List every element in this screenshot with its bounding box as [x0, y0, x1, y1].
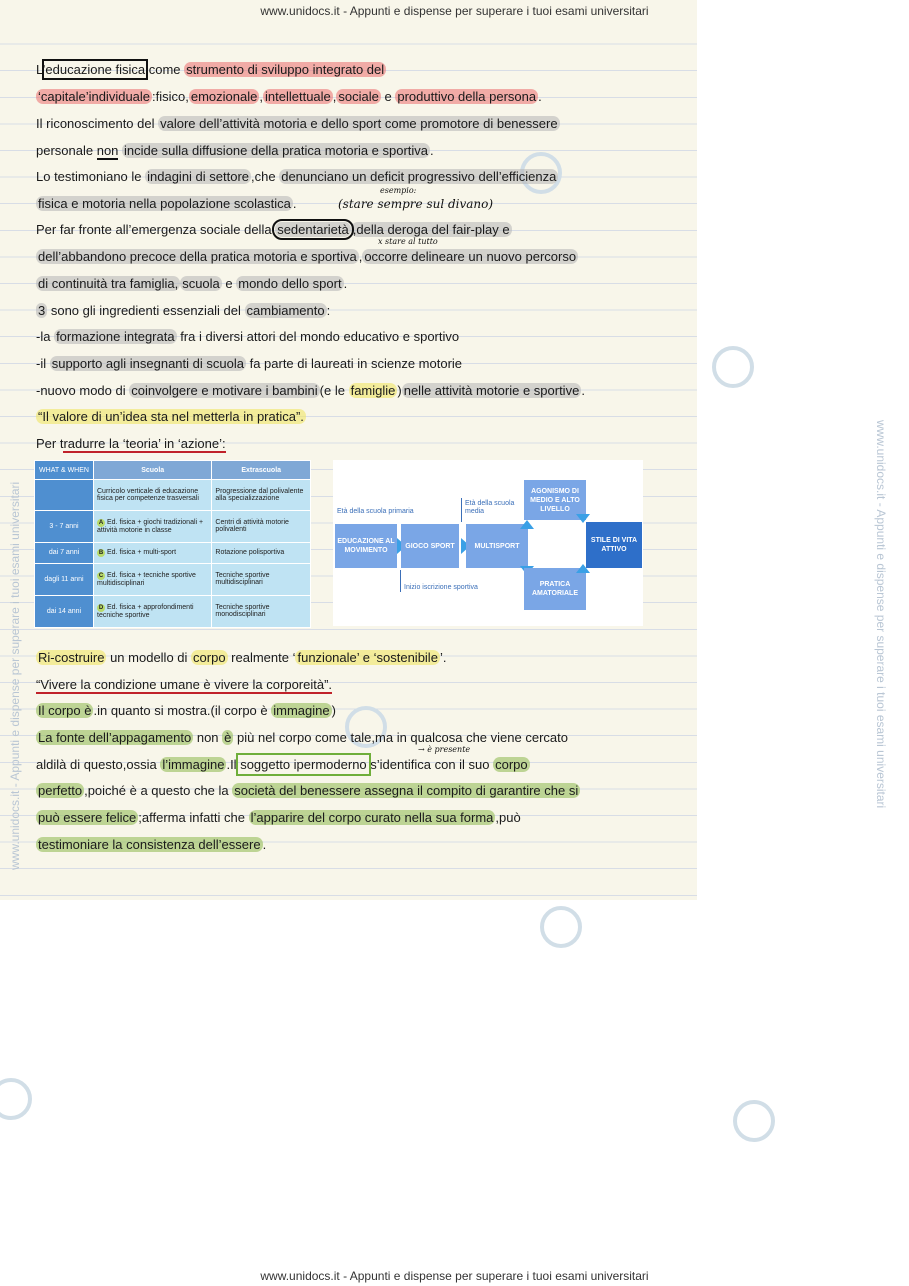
- text-line: Per far fronte all’emergenza sociale della sedentarietà ,della deroga del fair-play e: [36, 222, 510, 237]
- handwritten-note: → è presente: [418, 745, 471, 754]
- text-line: Ri-costruire un modello di corpo realmente ‘ funzionale’ e ‘sostenibile ’.: [38, 650, 447, 665]
- table-row: Curricolo verticale di educazione fisica per competenze trasversali Progressione dal polivalente alla specializzazione: [35, 480, 311, 511]
- box-pratica: PRATICA AMATORIALE: [524, 568, 586, 610]
- box-multisport: MULTISPORT: [466, 524, 528, 568]
- table-row: dai 14 anni D Ed. fisica + approfondimenti tecniche sportive Tecniche sportive monodisciplinari: [35, 595, 311, 627]
- text-line: ‘capitale’individuale :fisico, emozionale , intellettuale , sociale e produttivo della persona .: [38, 89, 542, 104]
- text-line: “Il valore di un’idea sta nel metterla in pratica”.: [38, 409, 304, 424]
- text-line: testimoniare la consistenza dell’essere .: [38, 837, 267, 852]
- table-header: Scuola: [94, 461, 212, 480]
- watermark-logo-icon: [0, 1078, 32, 1120]
- page-footer: www.unidocs.it - Appunti e dispense per superare i tuoi esami universitari: [260, 1269, 649, 1283]
- label-iscrizione: Inizio iscrizione sportiva: [404, 584, 478, 591]
- watermark-logo-icon: [712, 346, 754, 388]
- text-line: La fonte dell’appagamento non è più nel corpo come tale,ma in qualcosa che viene cercato: [38, 730, 568, 745]
- text-line: “Vivere la condizione umane è vivere la corporeità”.: [36, 677, 333, 692]
- label-primaria: Età della scuola primaria: [337, 508, 414, 515]
- box-agonismo: AGONISMO DI MEDIO E ALTO LIVELLO: [524, 480, 586, 520]
- text-line: fisica e motoria nella popolazione scolastica .: [38, 196, 297, 211]
- table-header: WHAT & WHEN: [35, 461, 94, 480]
- text-line: perfetto ,poiché è a questo che la società del benessere assegna il compito di garantire che si: [38, 783, 579, 798]
- text-line: 3 sono gli ingredienti essenziali del cambiamento :: [38, 303, 331, 318]
- handwritten-note: x stare al tutto: [378, 237, 438, 246]
- table-row: dai 7 anni B Ed. fisica + multi-sport Rotazione polisportiva: [35, 542, 311, 563]
- text-line: -il supporto agli insegnanti di scuola fa parte di laureati in scienze motorie: [36, 356, 463, 371]
- table-header: Extrascuola: [212, 461, 311, 480]
- sport-path-diagram: [333, 460, 643, 626]
- page-header: www.unidocs.it - Appunti e dispense per superare i tuoi esami universitari: [260, 4, 649, 18]
- box-educazione: EDUCAZIONE AL MOVIMENTO: [335, 524, 397, 568]
- text-line: Lo testimoniano le indagini di settore ,che denunciano un deficit progressivo dell’efficienza: [36, 169, 557, 184]
- boxed-term: educazione fisica: [45, 62, 146, 77]
- text-line: Per tradurre la ‘teoria’ in ‘azione’:: [36, 436, 226, 451]
- watermark-logo-icon: [733, 1100, 775, 1142]
- text-line: di continuità tra famiglia, scuola e mondo dello sport .: [38, 276, 348, 291]
- text-line: -la formazione integrata fra i diversi attori del mondo educativo e sportivo: [36, 329, 460, 344]
- competence-table: [34, 460, 311, 628]
- box-gioco: GIOCO SPORT: [401, 524, 459, 568]
- box-stile: STILE DI VITA ATTIVO: [586, 522, 642, 568]
- text-line: aldilà di questo,ossia l’immagine .Il soggetto ipermoderno s’identifica con il suo corpo: [36, 757, 528, 772]
- label-media: Età della scuola media: [465, 500, 515, 515]
- text-line: personale non incide sulla diffusione della pratica motoria e sportiva .: [36, 143, 434, 158]
- watermark-logo-icon: [540, 906, 582, 948]
- text-line: Il corpo è .in quanto si mostra.(il corpo è immagine ): [38, 703, 336, 718]
- side-watermark-right: www.unidocs.it - Appunti e dispense per superare i tuoi esami universitari: [874, 420, 888, 809]
- table-row: dagli 11 anni C Ed. fisica + tecniche sportive multidisciplinari Tecniche sportive multidisciplinari: [35, 563, 311, 595]
- boxed-term: soggetto ipermoderno: [240, 757, 367, 772]
- text-line: Il riconoscimento del valore dell’attività motoria e dello sport come promotore di benessere: [36, 116, 558, 131]
- handwritten-note: esempio:: [380, 186, 417, 195]
- side-watermark-left: www.unidocs.it - Appunti e dispense per superare i tuoi esami universitari: [8, 481, 22, 870]
- text-line: -nuovo modo di coinvolgere e motivare i bambini (e le famiglie ) nelle attività motorie e sportive .: [36, 383, 585, 398]
- text-line: può essere felice ;afferma infatti che l’apparire del corpo curato nella sua forma ,può: [38, 810, 521, 825]
- table-row: 3 - 7 anni A Ed. fisica + giochi tradizionali + attività motorie in classe Centri di attività motorie polivalenti: [35, 510, 311, 542]
- handwritten-note: (stare sempre sul divano): [338, 197, 494, 211]
- text-line: L’educazione fisica come strumento di sviluppo integrato del: [36, 62, 385, 77]
- text-line: dell’abbandono precoce della pratica motoria e sportiva , occorre delineare un nuovo percorso: [38, 249, 577, 264]
